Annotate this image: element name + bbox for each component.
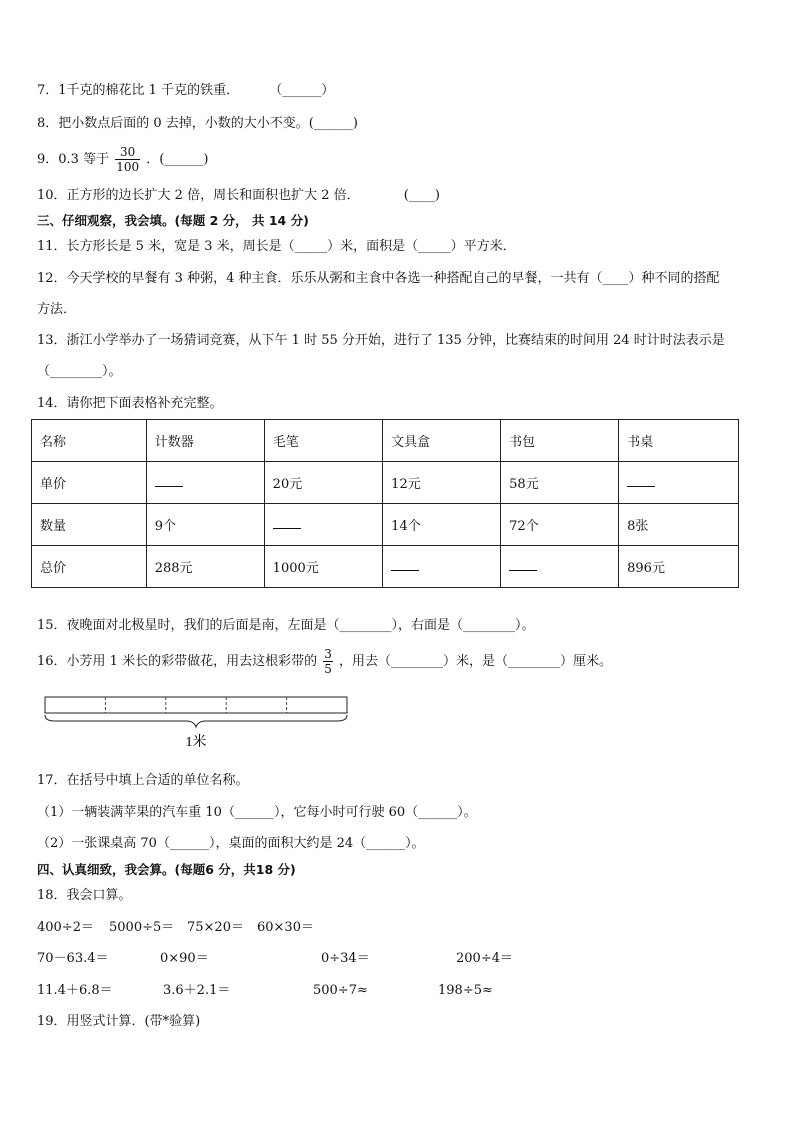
table-cell — [383, 546, 501, 588]
question-17: 17．在括号中填上合适的单位名称。 — [37, 773, 249, 788]
question-17-part-2: （2）一张课桌高 70（______），桌面的面积大约是 24（______）。 — [37, 836, 425, 851]
fraction-3-5 — [323, 647, 333, 676]
calc-item: 0×90＝ — [160, 951, 209, 966]
question-9-answer[interactable]: ．(______) — [146, 152, 209, 167]
question-13-line-1: 13．浙江小学举办了一场猜词竞赛，从下午 1 时 55 分开始，进行了 135 分钟，比赛结束的时间用 24 时计时法表示是 — [37, 333, 725, 348]
fraction-numerator: 30 — [115, 145, 140, 160]
calc-item: 500÷7≈ — [313, 983, 368, 998]
table-cell: 单价 — [32, 462, 147, 504]
question-8: 8．把小数点后面的 0 去掉，小数的大小不变。(______) — [37, 116, 358, 131]
calc-item: 75×20＝ — [187, 920, 244, 935]
table-cell: 14个 — [383, 504, 501, 546]
ribbon-length-label: 1米 — [185, 735, 207, 750]
question-15: 15．夜晚面对北极星时，我们的后面是南，左面是（________），右面是（________）。 — [37, 618, 535, 633]
table-cell: 20元 — [264, 462, 383, 504]
table-cell: 书包 — [501, 420, 619, 462]
calc-item: 200÷4＝ — [456, 951, 513, 966]
table-cell: 8张 — [619, 504, 739, 546]
table-cell: 文具盒 — [383, 420, 501, 462]
question-7 — [37, 82, 334, 100]
answer-blank[interactable] — [509, 558, 537, 571]
table-cell: 书桌 — [619, 420, 739, 462]
question-16 — [37, 644, 612, 680]
answer-blank[interactable] — [627, 474, 655, 487]
table-row — [32, 546, 739, 588]
ribbon-diagram — [40, 693, 352, 753]
question-16-text: 16．小芳用 1 米长的彩带做花，用去这根彩带的 — [37, 654, 318, 669]
calc-item: 400÷2＝ — [37, 920, 94, 935]
table-cell: 总价 — [32, 546, 147, 588]
fraction-30-100 — [115, 145, 140, 174]
question-18: 18．我会口算。 — [37, 888, 132, 903]
question-9 — [37, 143, 208, 177]
table-cell: 288元 — [146, 546, 264, 588]
question-13-line-2: （________）。 — [37, 364, 122, 379]
table-cell: 数量 — [32, 504, 147, 546]
question-17-part-1: （1）一辆装满苹果的汽车重 10（______），它每小时可行驶 60（______）。 — [37, 805, 477, 820]
section-3-title: 三、仔细观察，我会填。(每题 2 分， 共 14 分) — [37, 213, 309, 228]
question-9-text: 9．0.3 等于 — [37, 152, 110, 167]
question-19: 19．用竖式计算．(带*验算) — [37, 1014, 201, 1029]
question-14: 14．请你把下面表格补充完整。 — [37, 396, 223, 411]
answer-blank[interactable] — [155, 474, 183, 487]
table-cell: 58元 — [501, 462, 619, 504]
question-10 — [37, 187, 440, 205]
table-cell: 毛笔 — [264, 420, 383, 462]
table-cell: 名称 — [32, 420, 147, 462]
calc-item: 198÷5≈ — [438, 983, 493, 998]
calc-item: 3.6＋2.1＝ — [163, 983, 231, 998]
table-cell: 896元 — [619, 546, 739, 588]
ribbon-brace — [45, 715, 347, 727]
calc-item: 5000÷5＝ — [109, 920, 175, 935]
calc-item: 0÷34＝ — [321, 951, 370, 966]
table-cell: 9个 — [146, 504, 264, 546]
table-row — [32, 462, 739, 504]
question-7-answer[interactable]: （______） — [269, 83, 335, 98]
section-4-title: 四、认真细致，我会算。(每题6 分，共18 分) — [37, 862, 296, 877]
table-cell — [619, 462, 739, 504]
calc-item: 60×30＝ — [257, 920, 314, 935]
question-7-text: 7．1千克的棉花比 1 千克的铁重． — [37, 83, 240, 98]
table-cell — [264, 504, 383, 546]
table-row — [32, 504, 739, 546]
question-12-line-2: 方法． — [37, 302, 77, 317]
table-cell: 1000元 — [264, 546, 383, 588]
table-row — [32, 420, 739, 462]
question-11: 11．长方形长是 5 米，宽是 3 米，周长是（_____）米，面积是（_____）平方米． — [37, 239, 516, 254]
calc-item: 11.4＋6.8＝ — [37, 983, 113, 998]
table-cell — [146, 462, 264, 504]
calc-item: 70－63.4＝ — [37, 951, 109, 966]
question-16-answers[interactable]: ，用去（________）米，是（________）厘米。 — [339, 654, 613, 669]
fraction-denominator: 5 — [324, 662, 332, 676]
table-cell: 12元 — [383, 462, 501, 504]
question-12-line-1: 12．今天学校的早餐有 3 种粥，4 种主食．乐乐从粥和主食中各选一种搭配自己的早餐，一共有（____）种不同的搭配 — [37, 271, 720, 286]
ribbon-bar — [45, 697, 347, 713]
fraction-denominator: 100 — [116, 160, 140, 174]
question-10-answer[interactable]: (____) — [403, 188, 440, 203]
table-cell: 计数器 — [146, 420, 264, 462]
fraction-numerator: 3 — [324, 647, 332, 661]
price-table — [31, 419, 739, 588]
question-10-text: 10．正方形的边长扩大 2 倍，周长和面积也扩大 2 倍． — [37, 188, 360, 203]
table-cell — [501, 546, 619, 588]
answer-blank[interactable] — [391, 558, 419, 571]
answer-blank[interactable] — [273, 516, 301, 529]
table-cell: 72个 — [501, 504, 619, 546]
